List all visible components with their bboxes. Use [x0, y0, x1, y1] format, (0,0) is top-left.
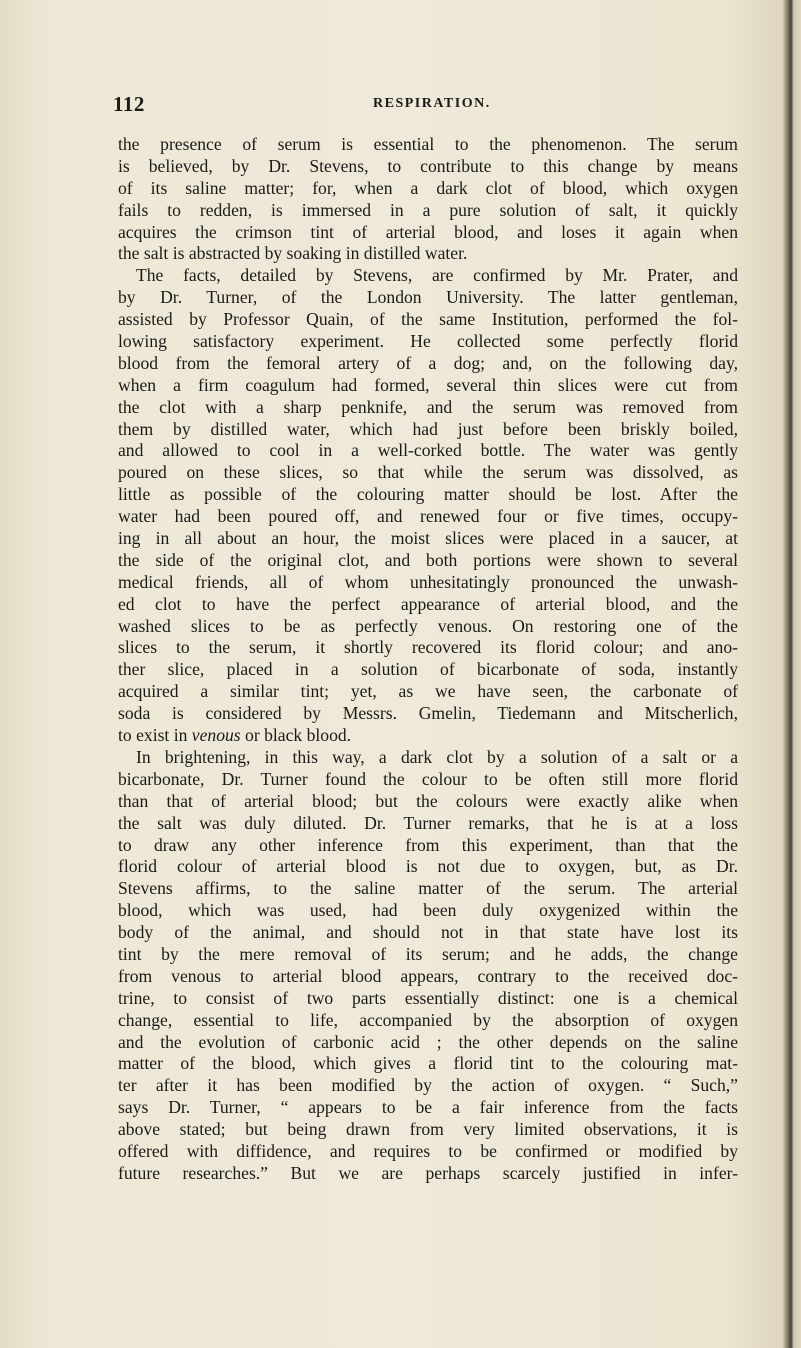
text-line: ed clot to have the perfect appearance of arterial blood, and the — [118, 593, 738, 614]
page-edge-shadow — [783, 0, 801, 1348]
text-line: when a firm coagulum had formed, several thin slices were cut from — [118, 374, 738, 395]
running-head: RESPIRATION. — [373, 96, 491, 111]
text-line: little as possible of the colouring matter should be lost. After the — [118, 484, 738, 505]
text-line: water had been poured off, and renewed four or five times, occupy- — [118, 506, 738, 527]
text-line: the presence of serum is essential to the phenomenon. The serum — [118, 134, 738, 154]
text-line: the salt was duly diluted. Dr. Turner remarks, that he is at a loss — [118, 812, 738, 833]
text-line: washed slices to be as perfectly venous. On restoring one of the — [118, 615, 738, 636]
text-line: future researches.” But we are perhaps scarcely justified in infer- — [118, 1162, 738, 1183]
text-line: The facts, detailed by Stevens, are confirmed by Mr. Prater, and — [136, 265, 738, 286]
text-line: assisted by Professor Quain, of the same Institution, performed the fol- — [118, 309, 738, 330]
text-line: the side of the original clot, and both portions were shown to several — [118, 549, 738, 570]
text-line: of its saline matter; for, when a dark clot of blood, which oxygen — [118, 177, 738, 198]
text-line: ter after it has been modified by the action of oxygen. “ Such,” — [118, 1075, 738, 1096]
text-line: poured on these slices, so that while the serum was dissolved, as — [118, 462, 738, 483]
text-line: above stated; but being drawn from very limited observations, it is — [118, 1119, 738, 1140]
text-line: body of the animal, and should not in that state have lost its — [118, 922, 738, 943]
page-header — [113, 92, 743, 122]
text-line: trine, to consist of two parts essentially distinct: one is a chemical — [118, 987, 738, 1008]
text-line: lowing satisfactory experiment. He collected some perfectly florid — [118, 331, 738, 352]
text-line: blood, which was used, had been duly oxygenized within the — [118, 900, 738, 921]
text-line: them by distilled water, which had just before been briskly boiled, — [118, 418, 738, 439]
text-line: In brightening, in this way, a dark clot by a solution of a salt or a — [136, 746, 738, 767]
text-line: medical friends, all of whom unhesitatingly pronounced the unwash- — [118, 571, 738, 592]
text-line: and allowed to cool in a well-corked bottle. The water was gently — [118, 440, 738, 461]
text-line: matter of the blood, which gives a florid tint to the colouring mat- — [118, 1053, 738, 1074]
text-line: blood from the femoral artery of a dog; and, on the following day, — [118, 352, 738, 373]
text-line: says Dr. Turner, “ appears to be a fair inference from the facts — [118, 1097, 738, 1118]
text-line: by Dr. Turner, of the London University. The latter gentleman, — [118, 287, 738, 308]
text-line: bicarbonate, Dr. Turner found the colour to be often still more florid — [118, 768, 738, 789]
text-line: tint by the mere removal of its serum; and he adds, the change — [118, 943, 738, 964]
italic-term: venous — [191, 725, 241, 746]
text-line: florid colour of arterial blood is not due to oxygen, but, as Dr. — [118, 856, 738, 877]
text-line: change, essential to life, accompanied by the absorption of oxygen — [118, 1009, 738, 1030]
text-line — [118, 725, 738, 747]
page-number: 112 — [113, 92, 145, 116]
text-line: acquired a similar tint; yet, as we have seen, the carbonate of — [118, 681, 738, 702]
text-line: than that of arterial blood; but the colours were exactly alike when — [118, 790, 738, 811]
text-line: offered with diffidence, and requires to be confirmed or modified by — [118, 1140, 738, 1161]
text-line: ther slice, placed in a solution of bicarbonate of soda, instantly — [118, 659, 738, 680]
text-line: the salt is abstracted by soaking in distilled water. — [118, 243, 468, 264]
text-line: is believed, by Dr. Stevens, to contribute to this change by means — [118, 155, 738, 176]
text-line: slices to the serum, it shortly recovered its florid colour; and ano- — [118, 637, 738, 658]
text-segment: to exist in — [118, 725, 192, 746]
text-line: fails to redden, is immersed in a pure solution of salt, it quickly — [118, 199, 738, 220]
text-segment: or black blood. — [240, 725, 352, 746]
text-line: soda is considered by Messrs. Gmelin, Tiedemann and Mitscherlich, — [118, 703, 738, 724]
body-text — [118, 134, 738, 1185]
text-line: from venous to arterial blood appears, contrary to the received doc- — [118, 965, 738, 986]
text-line: ing in all about an hour, the moist slices were placed in a saucer, at — [118, 528, 738, 549]
text-line: and the evolution of carbonic acid ; the other depends on the saline — [118, 1031, 738, 1052]
text-line: the clot with a sharp penknife, and the serum was removed from — [118, 396, 738, 417]
text-line: acquires the crimson tint of arterial blood, and loses it again when — [118, 221, 738, 242]
text-line: to draw any other inference from this experiment, than that the — [118, 834, 738, 855]
text-line: Stevens affirms, to the saline matter of the serum. The arterial — [118, 878, 738, 899]
